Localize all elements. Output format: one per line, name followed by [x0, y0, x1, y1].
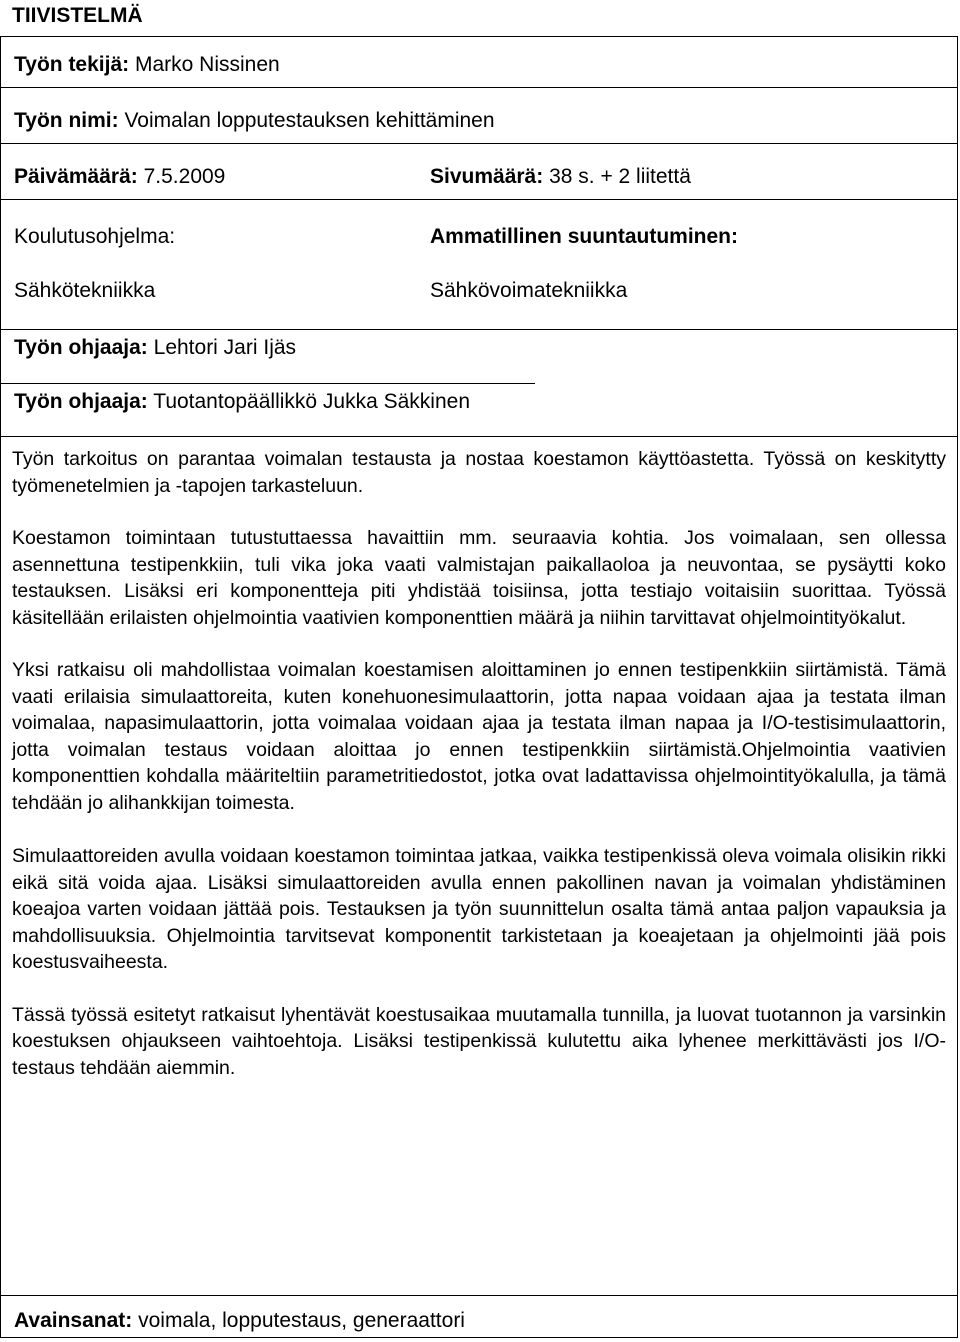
- pages-label: Sivumäärä:: [430, 165, 544, 188]
- abstract-body: [12, 446, 946, 1081]
- supervisor-label: Työn ohjaaja:: [14, 390, 148, 413]
- supervisor-row: [14, 335, 296, 361]
- keywords-row: [14, 1308, 465, 1334]
- title-value: Voimalan lopputestauksen kehittäminen: [124, 109, 495, 132]
- supervisor-row: [14, 389, 470, 415]
- specialisation-label: Ammatillinen suuntautuminen:: [430, 225, 739, 248]
- row-divider: [1, 383, 535, 384]
- programme-value: Sähkötekniikka: [14, 279, 156, 302]
- supervisor-value: Lehtori Jari Ijäs: [153, 336, 297, 359]
- pages-row: [430, 164, 691, 190]
- date-row: [14, 164, 225, 190]
- row-divider: [1, 199, 957, 200]
- row-divider: [1, 143, 957, 144]
- paragraph: Työn tarkoitus on parantaa voimalan testausta ja nostaa koestamon käyttöastetta. Työssä on keskitytty työmenetelmien ja -tapojen tarkasteluun.: [12, 448, 946, 497]
- row-divider: [1, 1295, 957, 1296]
- author-label: Työn tekijä:: [14, 53, 130, 76]
- row-divider: [1, 436, 957, 437]
- row-divider: [1, 329, 957, 330]
- title-label: Työn nimi:: [14, 109, 119, 132]
- keywords-label: Avainsanat:: [14, 1309, 133, 1332]
- pages-value: 38 s. + 2 liitettä: [549, 165, 691, 188]
- programme-label: Koulutusohjelma:: [14, 225, 176, 248]
- title-row: [14, 108, 495, 134]
- specialisation-value: Sähkövoimatekniikka: [430, 279, 628, 302]
- author-row: [14, 52, 280, 78]
- paragraph: Yksi ratkaisu oli mahdollistaa voimalan koestamisen aloittaminen jo ennen testipenkkiin siirtämistä. Tämä vaati erilaisia simulaattoreita, kuten konehuonesimulaattorin, jotta napaa voidaan ajaa ja testata ilman voimalaa, napasimulaattorin, jotta voimalaa voidaan ajaa ja testata ilman napaa ja I/O-testisimulaattorin, jotta voimalan testaus voidaan aloittaa jo ennen testipenkkiin siirtämistä.Ohjelmointia vaativien komponenttien kohdalla määriteltiin parametritiedostot, jotka ovat ladattavissa ohjelmointityökalulla, ja tämä tehdään jo alihankkijan toimesta.: [12, 659, 946, 814]
- date-value: 7.5.2009: [143, 165, 226, 188]
- supervisor-label: Työn ohjaaja:: [14, 336, 148, 359]
- supervisor-value: Tuotantopäällikkö Jukka Säkkinen: [153, 390, 471, 413]
- date-label: Päivämäärä:: [14, 165, 138, 188]
- paragraph: Simulaattoreiden avulla voidaan koestamon toimintaa jatkaa, vaikka testipenkissä oleva voimala olisikin rikki eikä sitä voida ajaa. Lisäksi simulaattoreiden avulla ennen pakollinen navan ja voimalan yhdistäminen koeajoa varten voidaan jättää pois. Testauksen ja työn suunnittelun osalta tämä antaa paljon vapauksia ja mahdollisuuksia. Ohjelmointia tarvitsevat komponentit tarkistetaan ja koeajetaan ja ohjelmointi jää pois koestusvaiheesta.: [12, 845, 946, 973]
- author-value: Marko Nissinen: [134, 53, 280, 76]
- row-divider: [1, 87, 957, 88]
- keywords-value: voimala, lopputestaus, generaattori: [138, 1309, 465, 1332]
- paragraph: Tässä työssä esitetyt ratkaisut lyhentävät koestusaikaa muutamalla tunnilla, ja luovat tuotannon ja varsinkin koestuksen ohjaukseen vaihtoehtoja. Lisäksi testipenkissä kulutettu aika lyhenee merkittävästi jos I/O-testaus tehdään aiemmin.: [12, 1003, 946, 1079]
- page-heading: TIIVISTELMÄ: [12, 4, 143, 27]
- paragraph: Koestamon toimintaan tutustuttaessa havaittiin mm. seuraavia kohtia. Jos voimalaan, sen ollessa asennettuna testipenkkiin, tuli vika joka vaati valmistajan paikallaoloa ja neuvontaa, se pysäytti koko testauksen. Lisäksi eri komponentteja piti yhdistää toisiinsa, jotta testiajo voitaisiin suorittaa. Työssä käsitellään erilaisten ohjelmointia vaativien komponenttien määrä ja niihin tarvittavat ohjelmointityökalut.: [12, 527, 946, 629]
